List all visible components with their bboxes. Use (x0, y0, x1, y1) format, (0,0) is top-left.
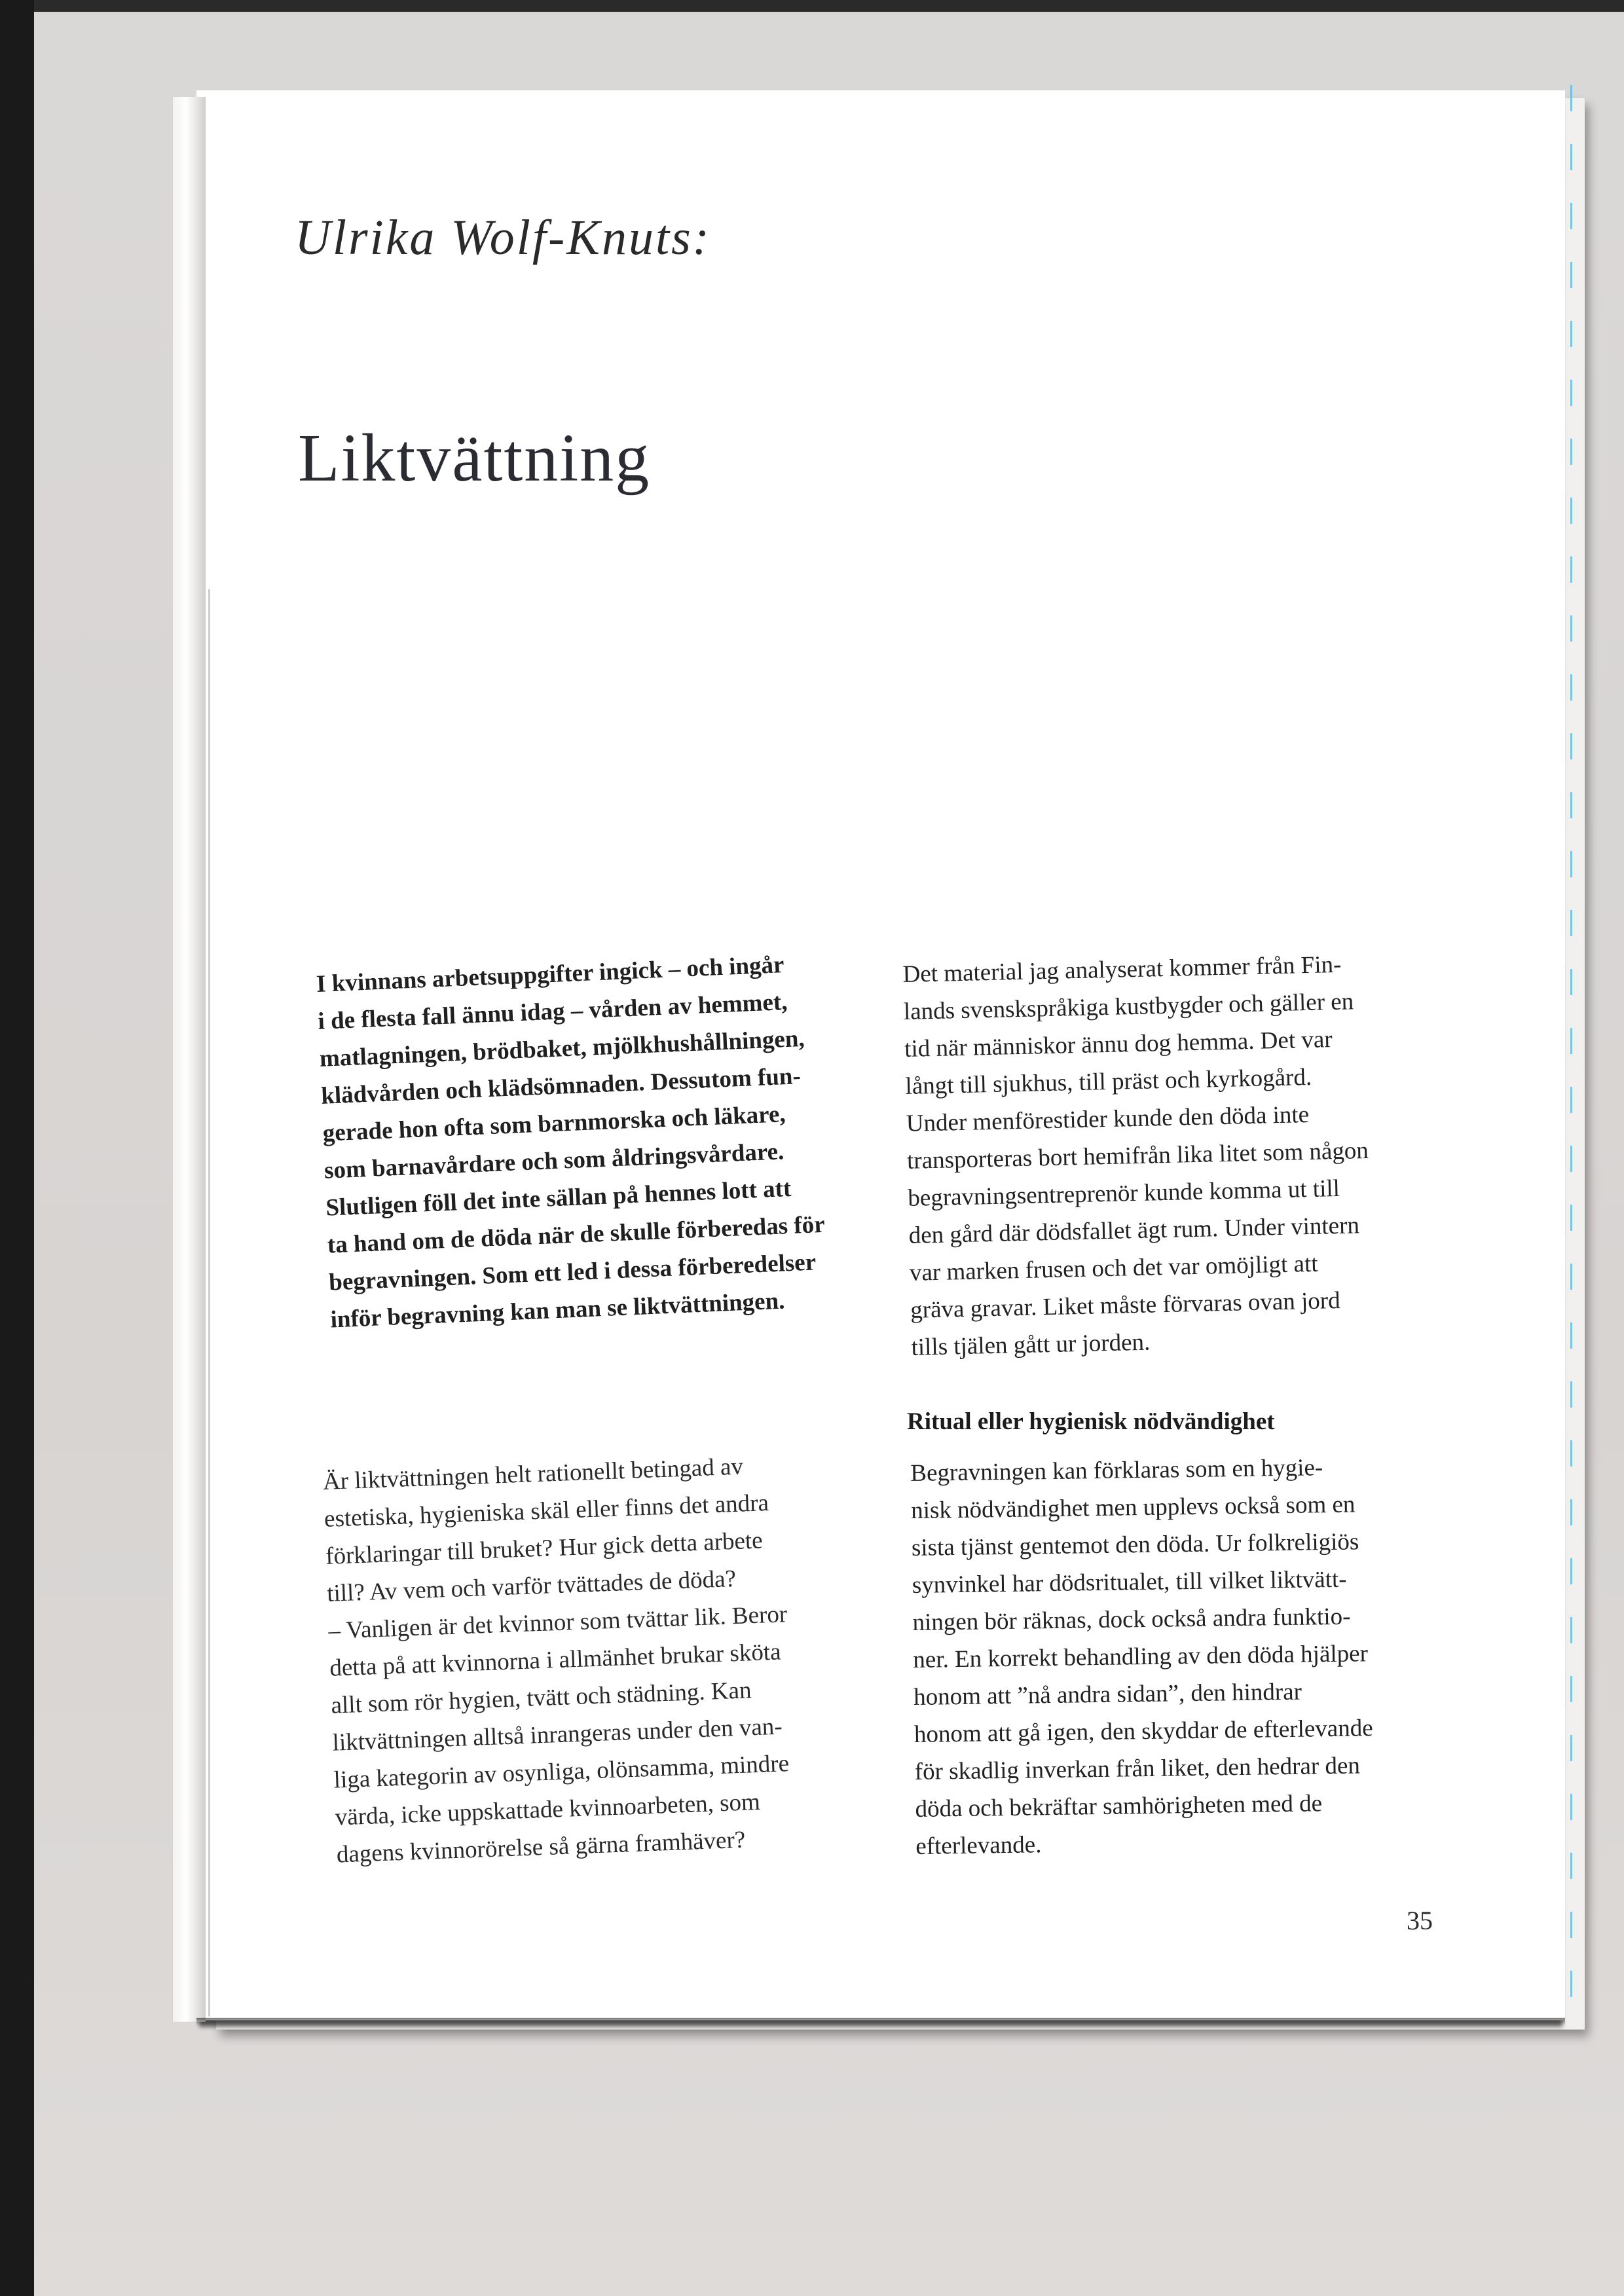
text-line: tills tjälen gått ur jorden. (911, 1328, 1151, 1361)
text-line: den gård där dödsfallet ägt rum. Under vintern (908, 1212, 1360, 1249)
text-line: synvinkel har dödsritualet, till vilket liktvätt- (912, 1565, 1347, 1599)
text-line: ta hand om de döda när de skulle förberedas för (327, 1211, 826, 1259)
text-line: Är liktvättningen helt rationellt betingad av (322, 1453, 744, 1495)
text-line: honom att gå igen, den skyddar de efterlevande (913, 1715, 1373, 1748)
text-line: inför begravning kan man se liktvättningen. (329, 1287, 786, 1334)
text-line: var marken frusen och det var omöjligt att (909, 1250, 1318, 1286)
text-line: ningen bör räknas, dock också andra funktio- (912, 1603, 1351, 1636)
text-line: allt som rör hygien, tvätt och städning. Kan (330, 1677, 752, 1719)
blue-page-edge (1570, 85, 1572, 2010)
text-line: för skadlig inverkan från liket, den hedrar den (914, 1752, 1361, 1785)
text-line: i de flesta fall ännu idag – vården av hemmet, (317, 988, 788, 1035)
text-line: Begravningen kan förklaras som en hygie- (910, 1454, 1323, 1487)
text-line: ner. En korrekt behandling av den döda hjälper (913, 1640, 1369, 1673)
text-line: gerade hon ofta som barnmorska och läkare, (322, 1101, 786, 1147)
book-spine (172, 97, 206, 2022)
text-line: I kvinnans arbetsuppgifter ingick – och ingår (316, 951, 785, 998)
text-line: förklaringar till bruket? Hur gick detta arbete (325, 1527, 764, 1570)
author-name: Ulrika Wolf-Knuts: (295, 210, 711, 265)
text-line: liktvättningen alltså inrangeras under den van- (331, 1713, 783, 1757)
text-line: detta på att kvinnorna i allmänhet brukar sköta (329, 1638, 782, 1682)
page-number: 35 (1407, 1906, 1433, 1935)
text-line: klädvården och klädsömnaden. Dessutom fun- (320, 1063, 802, 1110)
article-title: Liktvättning (298, 420, 651, 496)
text-line: honom att ”nå andra sidan”, den hindrar (913, 1678, 1302, 1711)
text-line: dagens kvinnorörelse så gärna framhäver? (336, 1826, 746, 1868)
text-line: transporteras bort hemifrån lika litet som någon (906, 1137, 1369, 1175)
text-line: sista tjänst gentemot den döda. Ur folkreligiös (911, 1528, 1359, 1561)
text-line: döda och bekräftar samhörigheten med de (915, 1790, 1323, 1823)
scan-border-top (0, 0, 1624, 12)
ritual-paragraph (910, 1448, 1375, 1865)
text-line: till? Av vem och varför tvättades de döda? (326, 1565, 737, 1607)
text-line: Under menförestider kunde den döda inte (906, 1101, 1310, 1137)
material-paragraph (902, 945, 1373, 1366)
text-line: tid när människor ännu dog hemma. Det var (904, 1026, 1333, 1063)
text-line: efterlevande. (915, 1831, 1042, 1860)
text-line: liga kategorin av osynliga, olönsamma, mindre (333, 1750, 790, 1794)
text-line: Det material jag analyserat kommer från Fin- (902, 951, 1342, 988)
section-heading: Ritual eller hygienisk nödvändighet (907, 1408, 1275, 1435)
question-paragraph (322, 1446, 796, 1873)
scan-border-left (0, 0, 34, 2296)
text-line: lands svenskspråkiga kustbygder och gäller en (903, 988, 1354, 1025)
intro-paragraph (316, 945, 828, 1338)
page-bottom-shadow (196, 2018, 1565, 2026)
spine-stitch-line (208, 589, 210, 2016)
text-line: begravningen. Som ett led i dessa förberedelser (328, 1248, 817, 1296)
text-line: gräva gravar. Liket måste förvaras ovan jord (910, 1286, 1341, 1324)
text-line: matlagningen, brödbaket, mjölkhushållningen, (319, 1025, 805, 1072)
text-line: långt till sjukhus, till präst och kyrkogård. (905, 1063, 1312, 1100)
text-line: som barnavårdare och som åldringsvårdare. (323, 1138, 785, 1184)
text-line: estetiska, hygieniska skäl eller finns det andra (323, 1489, 769, 1533)
text-line: nisk nödvändighet men upplevs också som en (910, 1491, 1356, 1524)
text-line: – Vanligen är det kvinnor som tvättar lik. Beror (327, 1601, 788, 1645)
text-line: Slutligen föll det inte sällan på hennes lott att (325, 1175, 792, 1222)
text-line: värda, icke uppskattade kvinnoarbeten, som (335, 1788, 761, 1831)
text-line: begravningsentreprenör kunde komma ut till (907, 1175, 1340, 1212)
